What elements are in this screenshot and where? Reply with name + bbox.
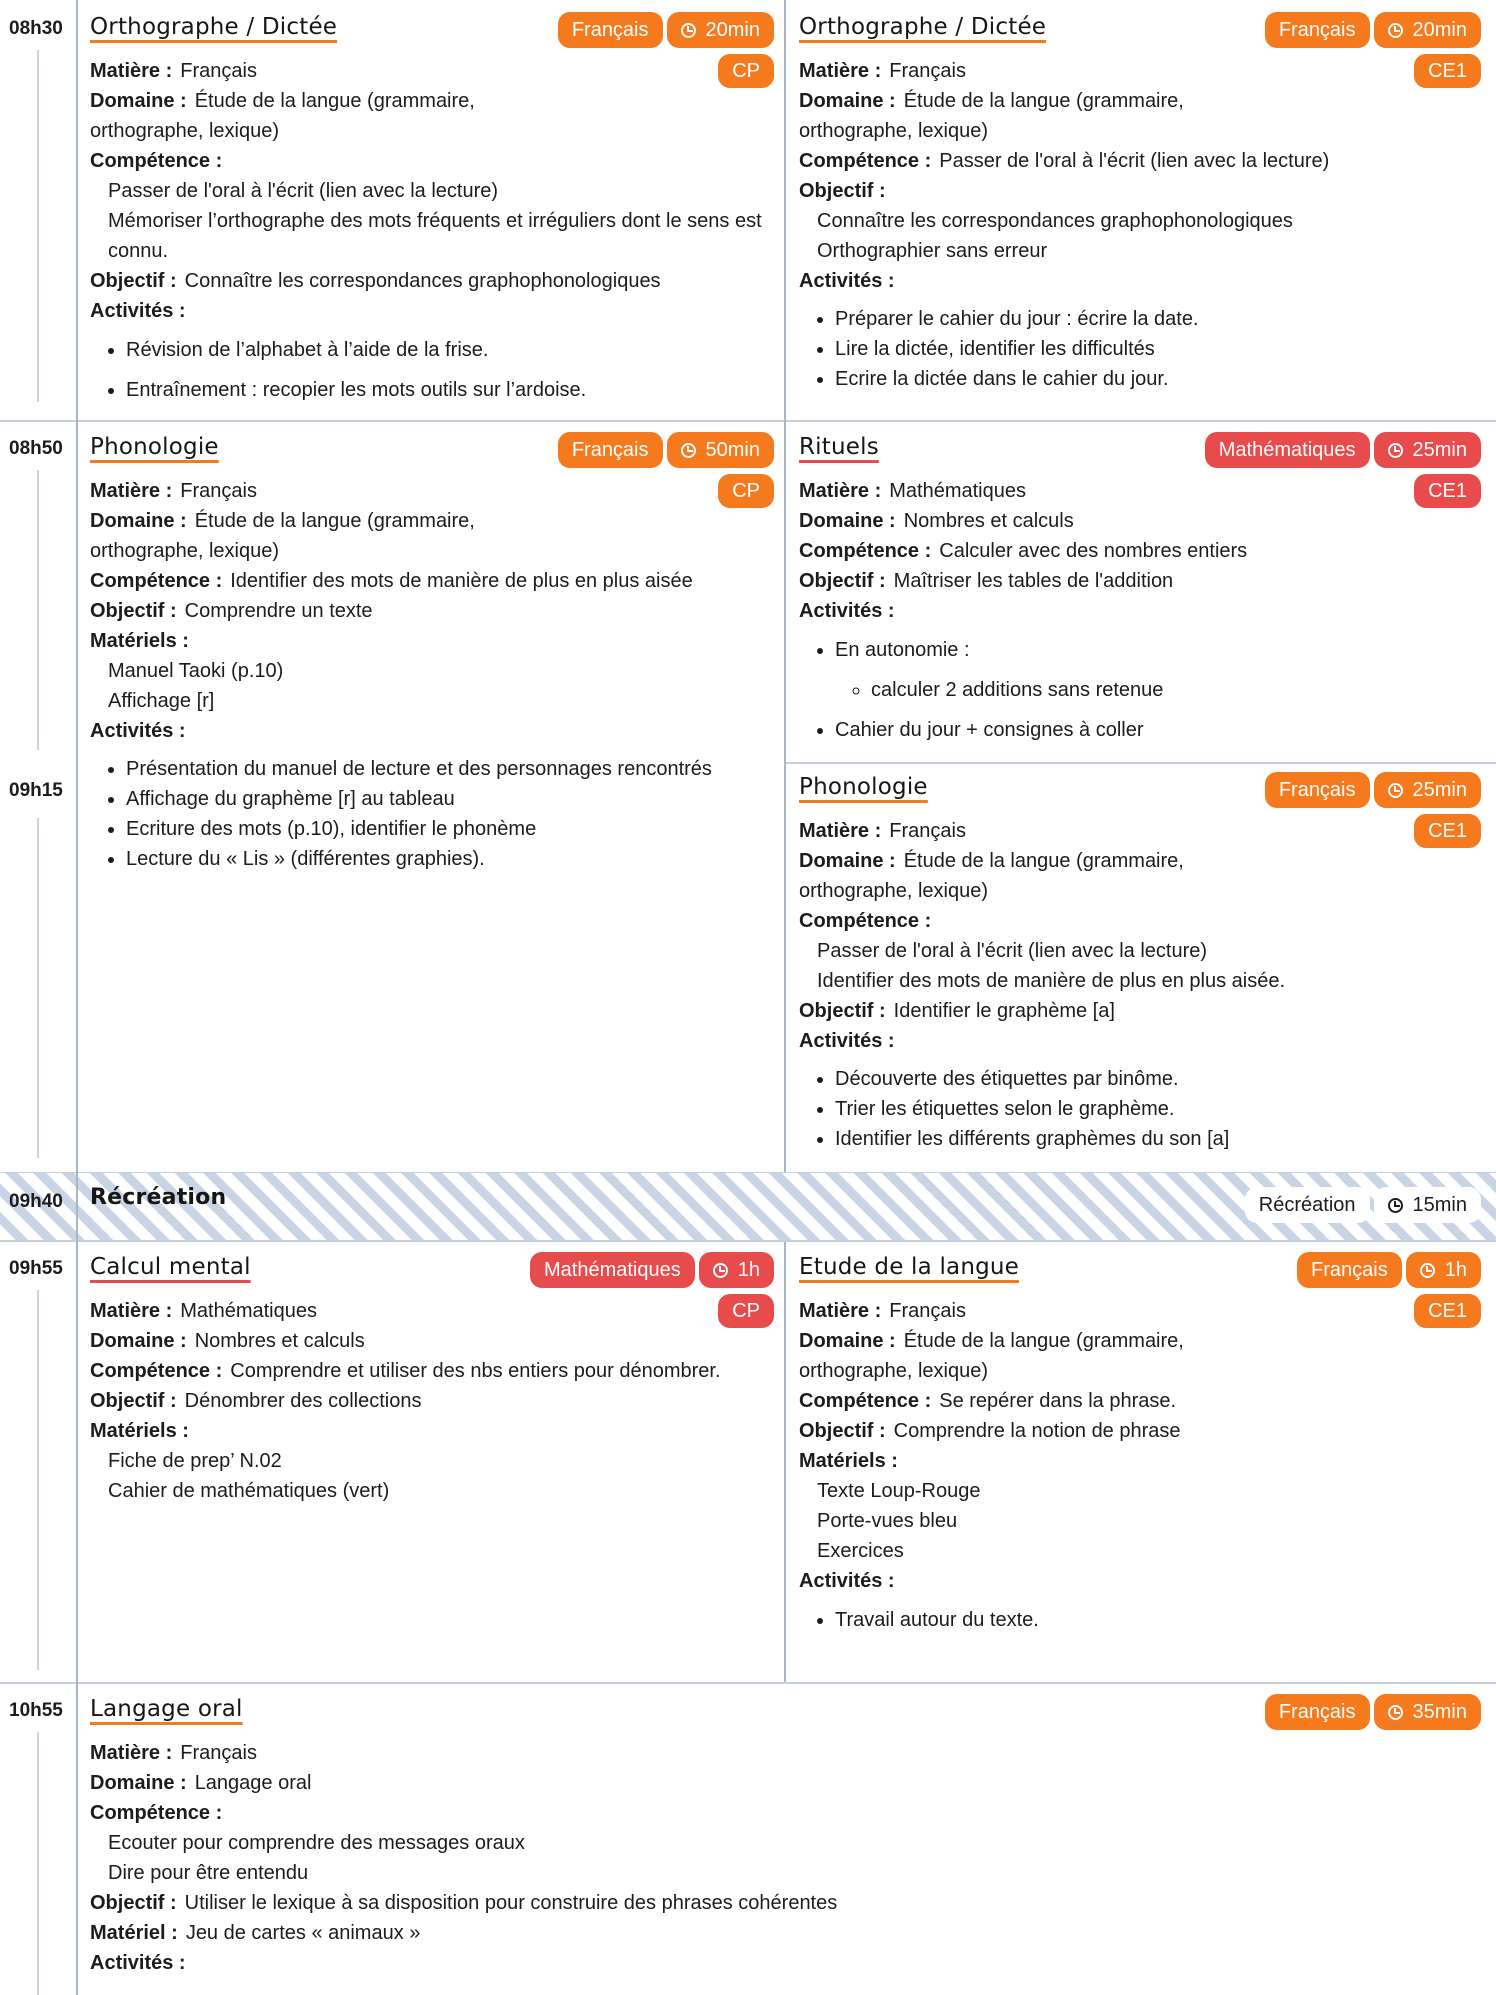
field-label: Matière :: [799, 820, 882, 842]
field-label: Matière :: [799, 1300, 882, 1322]
column-divider: [784, 0, 786, 1172]
competence-value: Passer de l'oral à l'écrit (lien avec la lecture): [817, 940, 1208, 962]
subject-badge: Français: [558, 432, 663, 468]
clock-icon: [1420, 1263, 1435, 1278]
activity-item: • Entraînement : recopier les mots outils sur l’ardoise.: [126, 375, 774, 405]
domaine-value: Nombres et calculs: [903, 510, 1074, 532]
lesson-title: Orthographe / Dictée: [799, 14, 1047, 40]
field-label: Matière :: [799, 480, 882, 502]
time-label: 09h40: [9, 1191, 63, 1212]
row-divider: [0, 420, 1496, 422]
competence-value: Dire pour être entendu: [108, 1862, 309, 1884]
lesson-body: [90, 1296, 721, 1506]
duration-text: 50min: [705, 439, 760, 461]
clock-icon: [1388, 1198, 1403, 1213]
materiel-value: Cahier de mathématiques (vert): [108, 1480, 390, 1502]
lesson-body: [90, 476, 712, 874]
recreation-badge: Récréation: [1245, 1187, 1370, 1223]
lesson-card[interactable]: [90, 12, 774, 412]
lesson-body: [799, 816, 1285, 1154]
activity-list: [90, 335, 774, 405]
objectif-value: Connaître les correspondances graphophonologiques: [817, 210, 1293, 232]
timeline-track: [37, 818, 39, 1158]
competence-value: Passer de l'oral à l'écrit (lien avec la lecture): [108, 180, 499, 202]
sub-activity-list: [835, 675, 1247, 705]
materiel-value: Porte-vues bleu: [817, 1510, 958, 1532]
recreation-badges: [1245, 1187, 1481, 1229]
activity-list: [799, 1605, 1184, 1635]
time-column-border: [76, 0, 78, 1995]
time-label: 09h55: [9, 1258, 63, 1279]
lesson-body: [90, 1738, 837, 1978]
objectif-value: Maîtriser les tables de l'addition: [893, 570, 1174, 592]
activity-item: • Lire la dictée, identifier les difficultés: [835, 334, 1329, 364]
activity-item: • Identifier les différents graphèmes du son [a]: [835, 1124, 1285, 1154]
subject-badge: Mathématiques: [1205, 432, 1370, 468]
field-label: Compétence :: [90, 150, 223, 172]
duration-badge: [1374, 12, 1481, 48]
matiere-value: Français: [889, 1300, 966, 1322]
competence-value: Passer de l'oral à l'écrit (lien avec la lecture): [939, 150, 1330, 172]
matiere-value: Mathématiques: [180, 1300, 317, 1322]
activity-item: [835, 635, 1247, 705]
activity-list: [90, 754, 712, 874]
activity-item: • Présentation du manuel de lecture et des personnages rencontrés: [126, 754, 712, 784]
time-label: 10h55: [9, 1700, 63, 1721]
field-label: Activités :: [90, 720, 186, 742]
field-label: Activités :: [799, 600, 895, 622]
field-label: Domaine :: [90, 510, 187, 532]
clock-icon: [713, 1263, 728, 1278]
domaine-value-cont: orthographe, lexique): [90, 120, 280, 142]
clock-icon: [1388, 783, 1403, 798]
field-label: Matière :: [90, 60, 173, 82]
field-label: Domaine :: [799, 1330, 896, 1352]
field-label: Objectif :: [799, 180, 886, 202]
competence-value: Mémoriser l’orthographe des mots fréquents et irréguliers dont le sens est connu.: [108, 210, 762, 262]
competence-value: Identifier des mots de manière de plus en plus aisée.: [817, 970, 1286, 992]
domaine-value: Langage oral: [194, 1772, 312, 1794]
activity-text: En autonomie :: [835, 639, 970, 661]
field-label: Objectif :: [90, 270, 177, 292]
recreation-title: Récréation: [90, 1185, 227, 1210]
objectif-value: Utiliser le lexique à sa disposition pour construire des phrases cohérentes: [184, 1892, 838, 1914]
time-label: 08h50: [9, 438, 63, 459]
materiel-value: Exercices: [817, 1540, 904, 1562]
row-divider: [0, 1682, 1496, 1684]
duration-text: 20min: [1412, 19, 1467, 41]
matiere-value: Français: [180, 1742, 257, 1764]
domaine-value-cont: orthographe, lexique): [90, 540, 280, 562]
activity-item: • Découverte des étiquettes par binôme.: [835, 1064, 1285, 1094]
materiel-value: Jeu de cartes « animaux »: [185, 1922, 421, 1944]
field-label: Compétence :: [799, 910, 932, 932]
field-label: Compétence :: [90, 1360, 223, 1382]
field-label: Matériels :: [799, 1450, 898, 1472]
lesson-title: Rituels: [799, 434, 879, 460]
field-label: Activités :: [90, 300, 186, 322]
field-label: Compétence :: [90, 1802, 223, 1824]
time-label: 09h15: [9, 780, 63, 801]
domaine-value-cont: orthographe, lexique): [799, 120, 989, 142]
level-badge: CP: [718, 474, 774, 508]
lesson-title: Etude de la langue: [799, 1254, 1020, 1280]
subject-badge: Français: [1265, 772, 1370, 808]
domaine-value: Étude de la langue (grammaire,: [903, 850, 1184, 872]
lesson-body: [799, 56, 1329, 394]
timeline-track: [37, 1732, 39, 1995]
duration-text: 20min: [705, 19, 760, 41]
field-label: Activités :: [799, 1570, 895, 1592]
materiel-value: Manuel Taoki (p.10): [108, 660, 284, 682]
level-badge: CE1: [1414, 54, 1481, 88]
domaine-value: Étude de la langue (grammaire,: [903, 1330, 1184, 1352]
lesson-title: Phonologie: [799, 774, 928, 800]
competence-value: Comprendre et utiliser des nbs entiers pour dénombrer.: [230, 1360, 721, 1382]
field-label: Matière :: [90, 1300, 173, 1322]
lesson-badges: [1265, 772, 1481, 856]
competence-value: Identifier des mots de manière de plus en plus aisée: [230, 570, 693, 592]
field-label: Activités :: [90, 1952, 186, 1974]
field-label: Domaine :: [90, 90, 187, 112]
field-label: Compétence :: [90, 570, 223, 592]
row-divider: [0, 1240, 1496, 1242]
lesson-card[interactable]: [799, 432, 1481, 754]
activity-item: • Ecrire la dictée dans le cahier du jour.: [835, 364, 1329, 394]
level-badge: CE1: [1414, 474, 1481, 508]
matiere-value: Français: [180, 480, 257, 502]
field-label: Domaine :: [90, 1772, 187, 1794]
lesson-title: Phonologie: [90, 434, 219, 460]
cell-divider: [785, 762, 1496, 764]
subject-badge: Mathématiques: [530, 1252, 695, 1288]
clock-icon: [1388, 1705, 1403, 1720]
recreation-card: [90, 1183, 1481, 1231]
lesson-title: Orthographe / Dictée: [90, 14, 338, 40]
field-label: Objectif :: [799, 570, 886, 592]
level-badge: CP: [718, 54, 774, 88]
subject-badge: Français: [1265, 1694, 1370, 1730]
field-label: Domaine :: [799, 90, 896, 112]
clock-icon: [1388, 23, 1403, 38]
duration-text: 15min: [1412, 1194, 1467, 1216]
subject-badge: Français: [1297, 1252, 1402, 1288]
field-label: Domaine :: [90, 1330, 187, 1352]
domaine-value: Étude de la langue (grammaire,: [194, 510, 475, 532]
lesson-title: Calcul mental: [90, 1254, 251, 1280]
activity-item: • Lecture du « Lis » (différentes graphies).: [126, 844, 712, 874]
field-label: Matière :: [799, 60, 882, 82]
domaine-value: Étude de la langue (grammaire,: [194, 90, 475, 112]
activity-item: • Ecriture des mots (p.10), identifier le phonème: [126, 814, 712, 844]
duration-badge: [667, 12, 774, 48]
competence-value: Ecouter pour comprendre des messages oraux: [108, 1832, 525, 1854]
field-label: Domaine :: [799, 510, 896, 532]
duration-text: 25min: [1412, 779, 1467, 801]
field-label: Matériel :: [90, 1922, 178, 1944]
clock-icon: [681, 23, 696, 38]
timeline-track: [37, 470, 39, 750]
domaine-value-cont: orthographe, lexique): [799, 880, 989, 902]
materiel-value: Affichage [r]: [108, 690, 215, 712]
level-badge: CE1: [1414, 814, 1481, 848]
lesson-body: [799, 476, 1247, 745]
lesson-card[interactable]: [90, 1252, 774, 1672]
objectif-value: Dénombrer des collections: [184, 1390, 422, 1412]
activity-list: [799, 1064, 1285, 1154]
duration-badge: [1374, 1187, 1481, 1223]
matiere-value: Français: [180, 60, 257, 82]
clock-icon: [681, 443, 696, 458]
lesson-card[interactable]: [799, 12, 1481, 412]
objectif-value: Connaître les correspondances graphophonologiques: [184, 270, 661, 292]
activity-item: • Révision de l’alphabet à l’aide de la frise.: [126, 335, 774, 365]
activity-item: • Cahier du jour + consignes à coller: [835, 715, 1247, 745]
activity-item: • Préparer le cahier du jour : écrire la date.: [835, 304, 1329, 334]
objectif-value: Identifier le graphème [a]: [893, 1000, 1115, 1022]
timeline-track: [37, 1290, 39, 1670]
duration-text: 1h: [737, 1259, 760, 1281]
activity-item: • Travail autour du texte.: [835, 1605, 1184, 1635]
lesson-title: Langage oral: [90, 1696, 243, 1722]
activity-item: • Affichage du graphème [r] au tableau: [126, 784, 712, 814]
lesson-card[interactable]: [799, 1252, 1481, 1672]
field-label: Matière :: [90, 480, 173, 502]
field-label: Matériels :: [90, 1420, 189, 1442]
field-label: Matière :: [90, 1742, 173, 1764]
duration-badge: [1374, 432, 1481, 468]
field-label: Objectif :: [799, 1000, 886, 1022]
timeline-track: [37, 50, 39, 402]
duration-badge: [667, 432, 774, 468]
subject-badge: Français: [558, 12, 663, 48]
competence-value: Calculer avec des nombres entiers: [939, 540, 1248, 562]
field-label: Objectif :: [90, 1892, 177, 1914]
field-label: Activités :: [799, 270, 895, 292]
field-label: Activités :: [799, 1030, 895, 1052]
competence-value: Se repérer dans la phrase.: [939, 1390, 1177, 1412]
objectif-value: Comprendre un texte: [184, 600, 373, 622]
domaine-value: Nombres et calculs: [194, 1330, 365, 1352]
materiel-value: Texte Loup-Rouge: [817, 1480, 981, 1502]
matiere-value: Français: [889, 820, 966, 842]
lesson-card[interactable]: [90, 432, 774, 1162]
activity-list: [799, 635, 1247, 745]
field-label: Domaine :: [799, 850, 896, 872]
objectif-value: Comprendre la notion de phrase: [893, 1420, 1181, 1442]
field-label: Objectif :: [799, 1420, 886, 1442]
lesson-card[interactable]: [799, 772, 1481, 1162]
level-badge: CP: [718, 1294, 774, 1328]
clock-icon: [1388, 443, 1403, 458]
matiere-value: Français: [889, 60, 966, 82]
duration-badge: [1406, 1252, 1481, 1288]
time-label: 08h30: [9, 18, 63, 39]
field-label: Objectif :: [90, 1390, 177, 1412]
lesson-badges: [1265, 1694, 1481, 1736]
duration-badge: [699, 1252, 774, 1288]
objectif-value: Orthographier sans erreur: [817, 240, 1048, 262]
field-label: Compétence :: [799, 1390, 932, 1412]
field-label: Compétence :: [799, 540, 932, 562]
sub-activity-item: ◦ calculer 2 additions sans retenue: [871, 675, 1247, 705]
domaine-value-cont: orthographe, lexique): [799, 1360, 989, 1382]
materiel-value: Fiche de prep’ N.02: [108, 1450, 282, 1472]
duration-badge: [1374, 772, 1481, 808]
field-label: Objectif :: [90, 600, 177, 622]
duration-text: 1h: [1444, 1259, 1467, 1281]
lesson-body: [90, 56, 774, 415]
duration-badge: [1374, 1694, 1481, 1730]
lesson-body: [799, 1296, 1184, 1635]
duration-text: 35min: [1412, 1701, 1467, 1723]
column-divider: [784, 1242, 786, 1682]
field-label: Matériels :: [90, 630, 189, 652]
matiere-value: Mathématiques: [889, 480, 1026, 502]
subject-badge: Français: [1265, 12, 1370, 48]
field-label: Compétence :: [799, 150, 932, 172]
domaine-value: Étude de la langue (grammaire,: [903, 90, 1184, 112]
lesson-badges: [1297, 1252, 1481, 1336]
duration-text: 25min: [1412, 439, 1467, 461]
level-badge: CE1: [1414, 1294, 1481, 1328]
activity-item: • Trier les étiquettes selon le graphème.: [835, 1094, 1285, 1124]
activity-list: [799, 304, 1329, 394]
lesson-card[interactable]: [90, 1694, 1481, 1992]
